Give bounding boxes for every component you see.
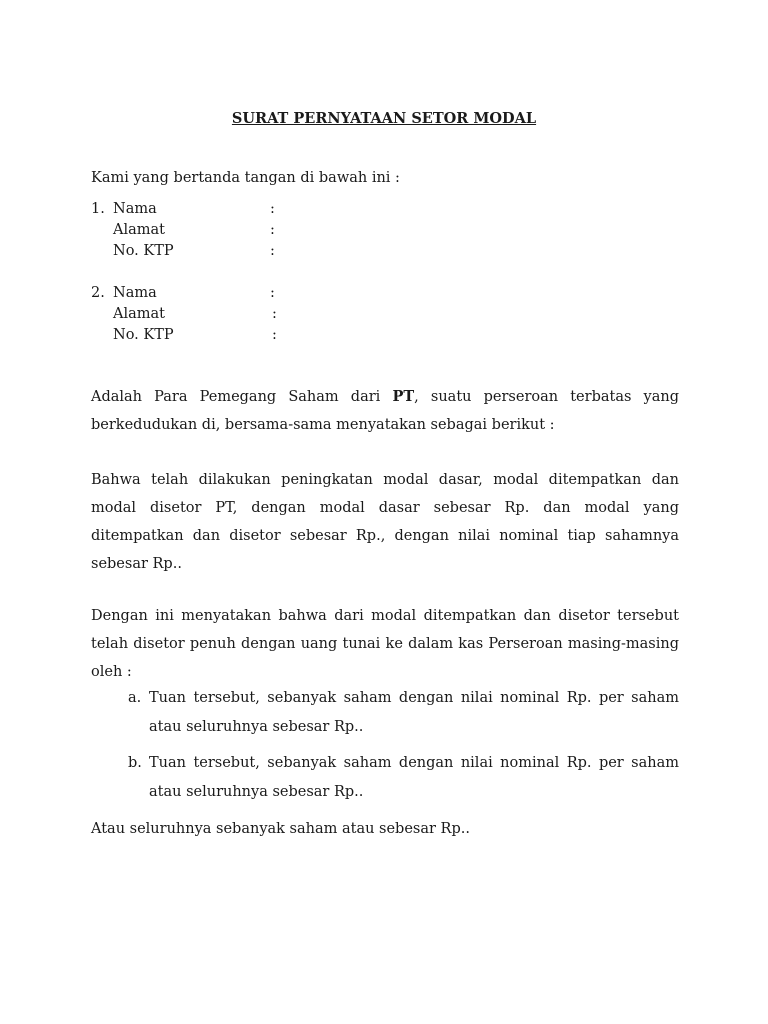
party-2-ktp-sep: : [272,327,277,343]
party-2-address-label: Alamat [113,306,165,322]
list-item [128,684,679,742]
party-1-address-label: Alamat [113,222,165,238]
closing-text: Atau seluruhnya sebanyak saham atau sebesar Rp.. [91,821,470,837]
party-2-name-label: Nama [113,285,157,301]
party-2-number: 2. [91,285,105,301]
document-title: SURAT PERNYATAAN SETOR MODAL [231,110,537,127]
list-item-marker-a: a. [128,690,142,706]
intro-text: Kami yang bertanda tangan di bawah ini : [91,170,400,186]
party-1-address-sep: : [270,222,275,238]
party-1-ktp-sep: : [270,243,275,259]
party-1-number: 1. [91,201,105,217]
party-2-ktp-label: No. KTP [113,327,174,343]
party-2-name-sep: : [270,285,275,301]
paragraph-shareholders-before: Adalah Para Pemegang Saham dari [91,389,393,405]
party-1-name-sep: : [270,201,275,217]
list-item-text-b: Tuan tersebut, sebanyak saham dengan nilai nominal Rp. per saham atau seluruhnya sebesar Rp.. [149,755,679,800]
paragraph-shareholders-after: , suatu perseroan terbatas yang berkedudukan di, bersama-sama menyatakan sebagai berikut : [91,389,680,433]
party-1-name-label: Nama [113,201,157,217]
party-2-address-sep: : [272,306,277,322]
list-item [128,749,679,807]
paragraph-shareholders [91,383,679,439]
list-item-text-a: Tuan tersebut, sebanyak saham dengan nilai nominal Rp. per saham atau seluruhnya sebesar Rp.. [149,690,679,735]
company-name-pt: PT [392,388,415,405]
party-1-ktp-label: No. KTP [113,243,174,259]
paragraph-capital-increase: Bahwa telah dilakukan peningkatan modal dasar, modal ditempatkan dan modal disetor PT, dengan modal dasar sebesar Rp. dan modal yang ditempatkan dan disetor sebesar Rp., dengan nilai nominal tiap sahamnya sebesar Rp.. [91,472,679,572]
list-item-marker-b: b. [128,755,142,771]
paragraph-deposit-statement: Dengan ini menyatakan bahwa dari modal ditempatkan dan disetor tersebut telah disetor penuh dengan uang tunai ke dalam kas Perseroan masing-masing oleh : [91,608,679,680]
